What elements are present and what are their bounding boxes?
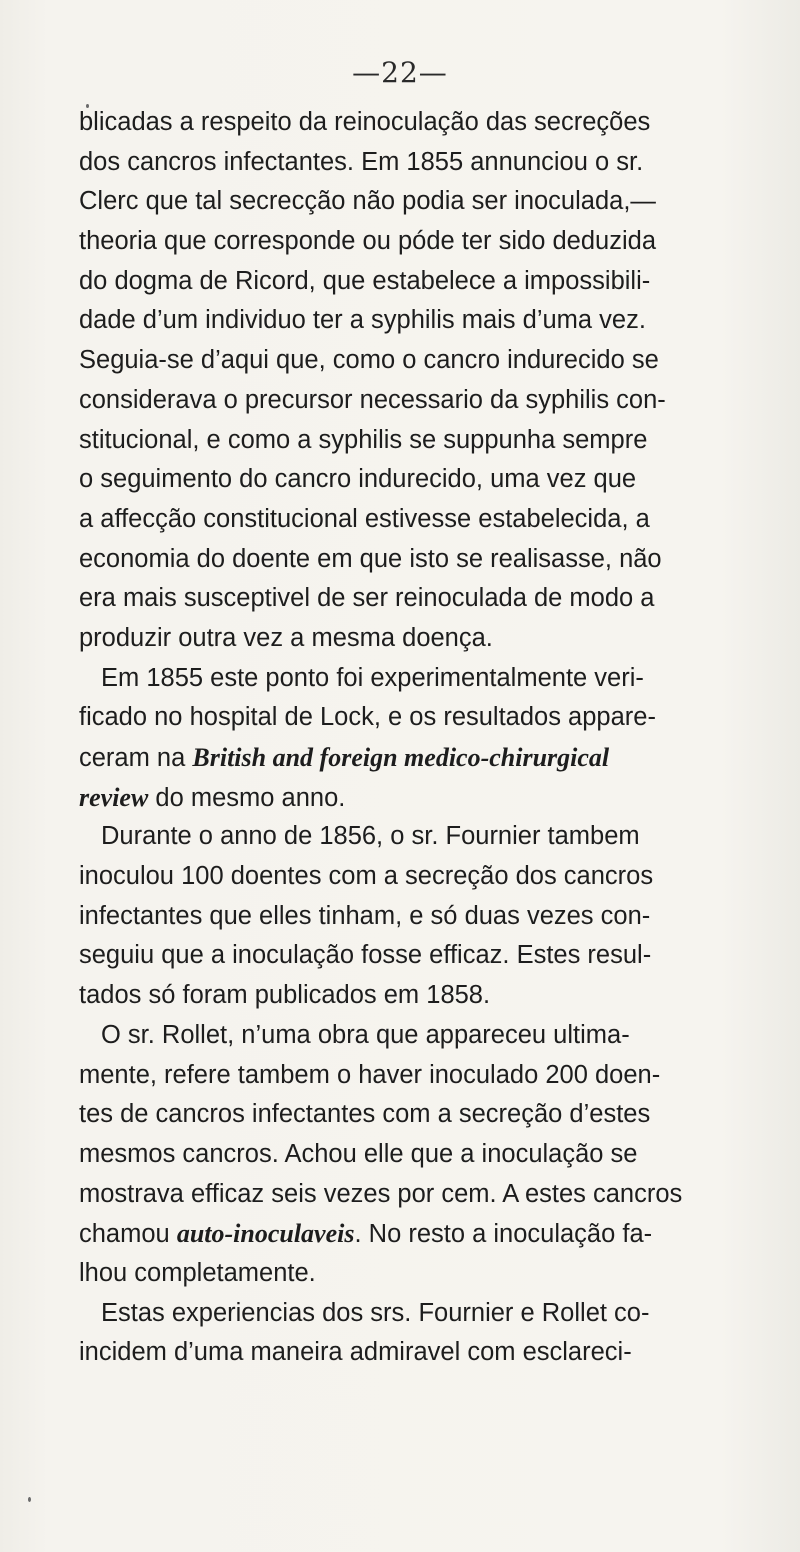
text-segment: blicadas a respeito da reinoculação das secreções [79,108,651,136]
text-line [79,500,793,540]
text-line [79,460,793,500]
text-segment: seguiu que a inoculação fosse efficaz. Estes resul- [79,941,652,970]
text-line [79,421,793,461]
text-segment: produzir outra vez a mesma doença. [79,623,493,652]
text-line [79,817,793,857]
text-segment: stitucional, e como a syphilis se suppunha sempre [79,425,648,454]
text-segment: mesmos cancros. Achou elle que a inoculação se [79,1139,638,1168]
text-segment: inoculou 100 doentes com a secreção dos cancros [79,862,654,891]
body-text [79,103,793,1373]
text-segment: . No resto a inoculação fa- [354,1220,653,1249]
text-line [79,857,793,897]
text-line [79,1016,793,1056]
text-segment: Clerc que tal secrecção não podia ser inoculada,— [79,187,656,216]
text-line [79,1333,793,1373]
text-segment: Estas experiencias dos srs. Fournier e Rollet co- [101,1298,650,1327]
text-line [79,1294,793,1334]
text-segment: considerava o precursor necessario da syphilis con- [79,385,666,414]
text-line [79,738,793,778]
text-line [79,1056,793,1096]
text-segment: Seguia-se d’aqui que, como o cancro indurecido se [79,346,659,375]
text-line [79,936,793,976]
text-line [79,182,793,222]
text-segment: o seguimento do cancro indurecido, uma vez que [79,465,637,494]
text-line [79,381,793,421]
text-segment: mostrava efficaz seis vezes por cem. A estes cancros [79,1179,683,1208]
text-segment: infectantes que elles tinham, e só duas vezes con- [79,901,651,930]
text-line [79,619,793,659]
text-segment: Em 1855 este ponto foi experimentalmente veri- [101,663,644,692]
text-segment: chamou [79,1220,177,1249]
ink-speck [28,1497,31,1502]
text-line [79,341,793,381]
text-segment: a affecção constitucional estivesse estabelecida, a [79,504,650,533]
text-segment: tados só foram publicados em 1858. [79,981,491,1010]
text-segment: O sr. Rollet, n’uma obra que appareceu ultima- [101,1020,630,1049]
page-number: —22— [352,56,448,89]
italic-text: review [79,782,149,812]
text-line [79,698,793,738]
text-segment: dos cancros infectantes. Em 1855 annunciou o sr. [79,147,644,176]
text-line [79,301,793,341]
text-segment: tes de cancros infectantes com a secreção d’estes [79,1100,651,1129]
text-segment: theoria que corresponde ou póde ter sido deduzida [79,227,656,256]
text-line [79,1254,793,1294]
text-line [79,222,793,262]
text-line [79,778,793,818]
text-segment: lhou completamente. [79,1258,316,1287]
text-segment: ceram na [79,744,193,772]
ink-speck [86,104,89,108]
italic-text: auto-inoculaveis [176,1219,355,1249]
text-line [79,103,793,143]
text-line [79,1175,793,1215]
text-line [79,1214,793,1254]
text-segment: dade d’um individuo ter a syphilis mais d’uma vez. [79,306,646,335]
text-segment: economia do doente em que isto se realisasse, não [79,544,662,573]
text-segment: incidem d’uma maneira admiravel com esclareci- [79,1338,632,1367]
text-line [79,1135,793,1175]
text-line [79,976,793,1016]
text-line [79,540,793,580]
text-segment: Durante o anno de 1856, o sr. Fournier tambem [101,822,640,851]
text-segment: do mesmo anno. [148,783,346,812]
text-line [79,897,793,937]
italic-text: British and foreign medico-chirurgical [192,743,610,772]
text-segment: era mais susceptivel de ser reinoculada de modo a [79,584,655,613]
text-segment: ficado no hospital de Lock, e os resultados appare- [79,703,656,732]
text-line [79,1095,793,1135]
text-line [79,262,793,302]
text-segment: mente, refere tambem o haver inoculado 200 doen- [79,1060,661,1089]
text-line [79,659,793,699]
text-line [79,579,793,619]
text-line [79,143,793,183]
text-segment: do dogma de Ricord, que estabelece a impossibili- [79,266,651,295]
